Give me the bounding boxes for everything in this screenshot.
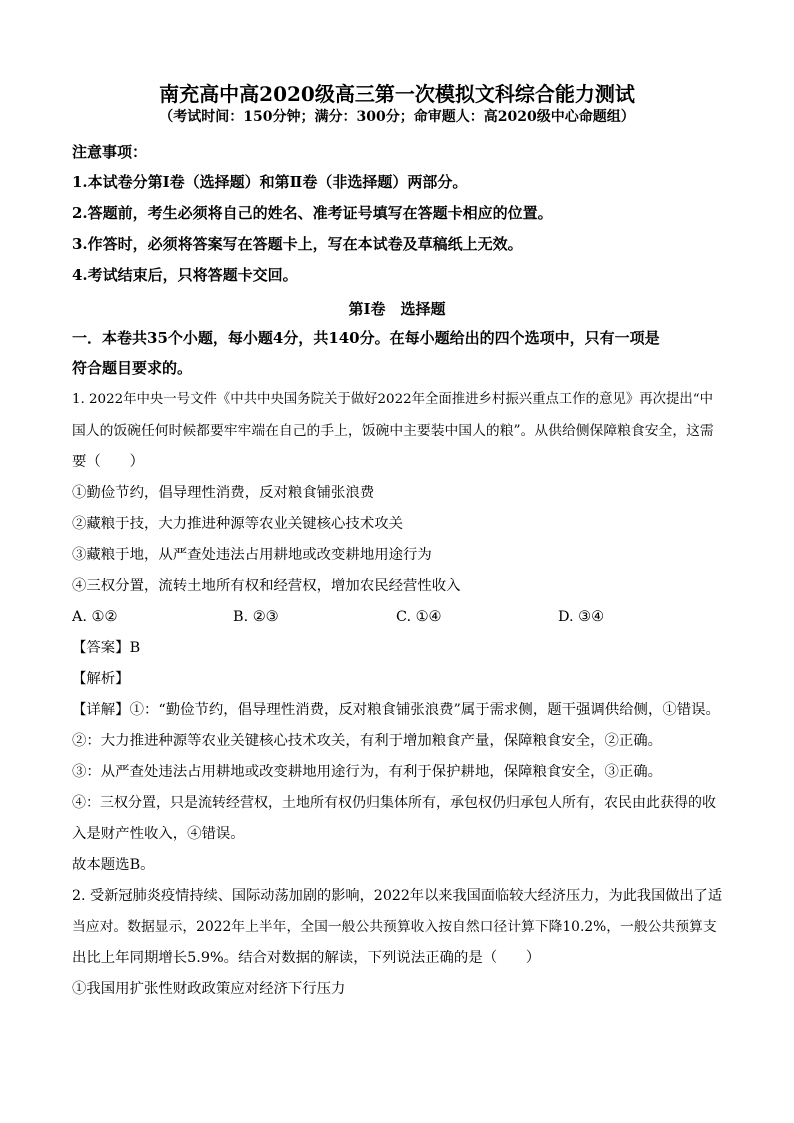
q1-option-a: A. ①②	[72, 609, 118, 625]
notice-item: 1.本试卷分第Ⅰ卷（选择题）和第Ⅱ卷（非选择题）两部分。	[72, 173, 468, 191]
exam-title: 南充高中高2020级高三第一次模拟文科综合能力测试	[159, 82, 635, 106]
q1-stem: 1. 2022年中央一号文件《中共中央国务院关于做好2022年全面推进乡村振兴重点工作的意见》再次提出“中	[72, 392, 714, 407]
exam-subtitle: （考试时间：150分钟；满分：300分；命审题人：高2020级中心命题组）	[159, 109, 635, 125]
q2-stem: 出比上年同期增长5.9%。结合对数据的解读，下列说法正确的是（ ）	[72, 950, 541, 966]
q1-option-d: D. ③④	[558, 609, 604, 625]
q1-statement: ③藏粮于地，从严查处违法占用耕地或改变耕地用途行为	[72, 547, 432, 563]
section-heading: 第Ⅰ卷 选择题	[348, 300, 446, 318]
q1-explanation: 【详解】①：“勤俭节约，倡导理性消费，反对粮食铺张浪费”属于需求侧，题干强调供给侧，①错误。	[72, 702, 720, 718]
q1-explanation: 入是财产性收入，④错误。	[72, 826, 245, 842]
section-instructions: 符合题目要求的。	[72, 359, 193, 377]
q1-stem: 国人的饭碗任何时候都要牢牢端在自己的手上，饭碗中主要装中国人的粮”。从供给侧保障粮食安全，这需	[72, 423, 714, 439]
q1-stem: 要（ ）	[72, 454, 144, 470]
notice-heading: 注意事项：	[72, 143, 148, 161]
section-instructions: 一．本卷共35个小题，每小题4分，共140分。在每小题给出的四个选项中，只有一项是	[72, 329, 660, 347]
q1-option-c: C. ①④	[396, 609, 442, 625]
q1-answer: 【答案】B	[72, 640, 141, 656]
q2-stem: 2. 受新冠肺炎疫情持续、国际动荡加剧的影响，2022年以来我国面临较大经济压力，为此我国做出了适	[72, 888, 723, 904]
q1-explanation: 故本题选B。	[72, 857, 155, 873]
notice-item: 2.答题前，考生必须将自己的姓名、准考证号填写在答题卡相应的位置。	[72, 204, 553, 222]
q1-statement: ④三权分置，流转土地所有权和经营权，增加农民经营性收入	[72, 578, 461, 594]
q2-stem: 当应对。数据显示，2022年上半年，全国一般公共预算收入按自然口径计算下降10.2%，一般公共预算支	[72, 919, 717, 935]
q1-statement: ②藏粮于技，大力推进种源等农业关键核心技术攻关	[72, 516, 403, 532]
notice-item: 3.作答时，必须将答案写在答题卡上，写在本试卷及草稿纸上无效。	[72, 235, 523, 253]
q1-explanation: ②：大力推进种源等农业关键核心技术攻关，有利于增加粮食产量，保障粮食安全，②正确。	[72, 733, 663, 749]
q1-explanation: ④：三权分置，只是流转经营权，土地所有权仍归集体所有，承包权仍归承包人所有，农民由此获得的收	[72, 795, 716, 811]
q1-statement: ①勤俭节约，倡导理性消费，反对粮食铺张浪费	[72, 485, 375, 501]
q1-analysis-label: 【解析】	[72, 671, 130, 687]
q1-option-b: B. ②③	[233, 609, 279, 625]
q2-statement: ①我国用扩张性财政政策应对经济下行压力	[72, 981, 346, 997]
notice-item: 4.考试结束后，只将答题卡交回。	[72, 266, 298, 284]
q1-explanation: ③：从严查处违法占用耕地或改变耕地用途行为，有利于保护耕地，保障粮食安全，③正确。	[72, 764, 663, 780]
